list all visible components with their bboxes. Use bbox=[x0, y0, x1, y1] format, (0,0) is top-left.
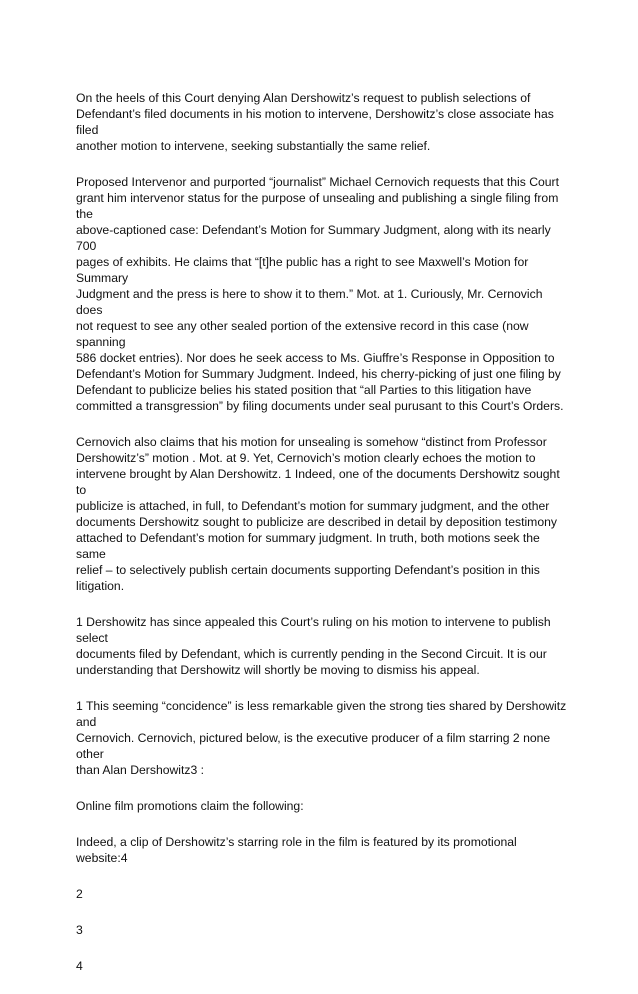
paragraph-cernovich-request: Proposed Intervenor and purported “journalist” Michael Cernovich requests that this Court grant him intervenor status for the purpose of unsealing and publishing a single filing from the above-captioned case: Defendant’s Motion for Summary Judgment, along with its nearly 700 pages of exhibits. He claims that “[t]he public has a right to see Maxwell’s Motion for Summary Judgment and the press is here to show it to them.” Mot. at 1. Curiously, Mr. Cernovich does not request to see any other sealed portion of the extensive record in this case (now spanning 586 docket entries). Nor does he seek access to Ms. Giuffre’s Response in Opposition to Defendant’s Motion for Summary Judgment. Indeed, his cherry-picking of just one filing by Defendant to publicize belies his stated position that “all Parties to this litigation have committed a transgression” by filing documents under seal purusant to this Court’s Orders. bbox=[76, 175, 564, 413]
paragraph-clip-website: Indeed, a clip of Dershowitz’s starring role in the film is featured by its promotional website:4 bbox=[76, 835, 517, 865]
paragraph-film-promotions: Online film promotions claim the following: bbox=[76, 799, 304, 813]
footnote-number-2: 2 bbox=[76, 887, 83, 901]
paragraph-footnote-1-coincidence: 1 This seeming “concidence” is less remarkable given the strong ties shared by Dershowitz and Cernovich. Cernovich, pictured below, is the executive producer of a film starring 2 none other than Alan Dershowitz3 : bbox=[76, 699, 567, 777]
paragraph-distinct-claim: Cernovich also claims that his motion for unsealing is somehow “distinct from Professor Dershowitz’s” motion . Mot. at 9. Yet, Cernovich’s motion clearly echoes the motion to intervene brought by Alan Dershowitz. 1 Indeed, one of the documents Dershowitz sought to publicize is attached, in full, to Defendant’s motion for summary judgment, and the other documents Dershowitz sought to publicize are described in detail by deposition testimony attached to Defendant’s motion for summary judgment. In truth, both motions seek the same relief – to selectively publish certain documents supporting Defendant’s position in this litigation. bbox=[76, 435, 560, 593]
paragraph-footnote-1-appeal: 1 Dershowitz has since appealed this Court’s ruling on his motion to intervene to publish select documents filed by Defendant, which is currently pending in the Second Circuit. It is our understanding that Dershowitz will shortly be moving to dismiss his appeal. bbox=[76, 615, 551, 677]
footnote-number-3: 3 bbox=[76, 923, 83, 937]
paragraph-intro: On the heels of this Court denying Alan Dershowitz’s request to publish selections of Defendant’s filed documents in his motion to intervene, Dershowitz’s close associate has filed another motion to intervene, seeking substantially the same relief. bbox=[76, 91, 554, 153]
footnote-number-4: 4 bbox=[76, 959, 83, 973]
document-page bbox=[76, 90, 568, 994]
